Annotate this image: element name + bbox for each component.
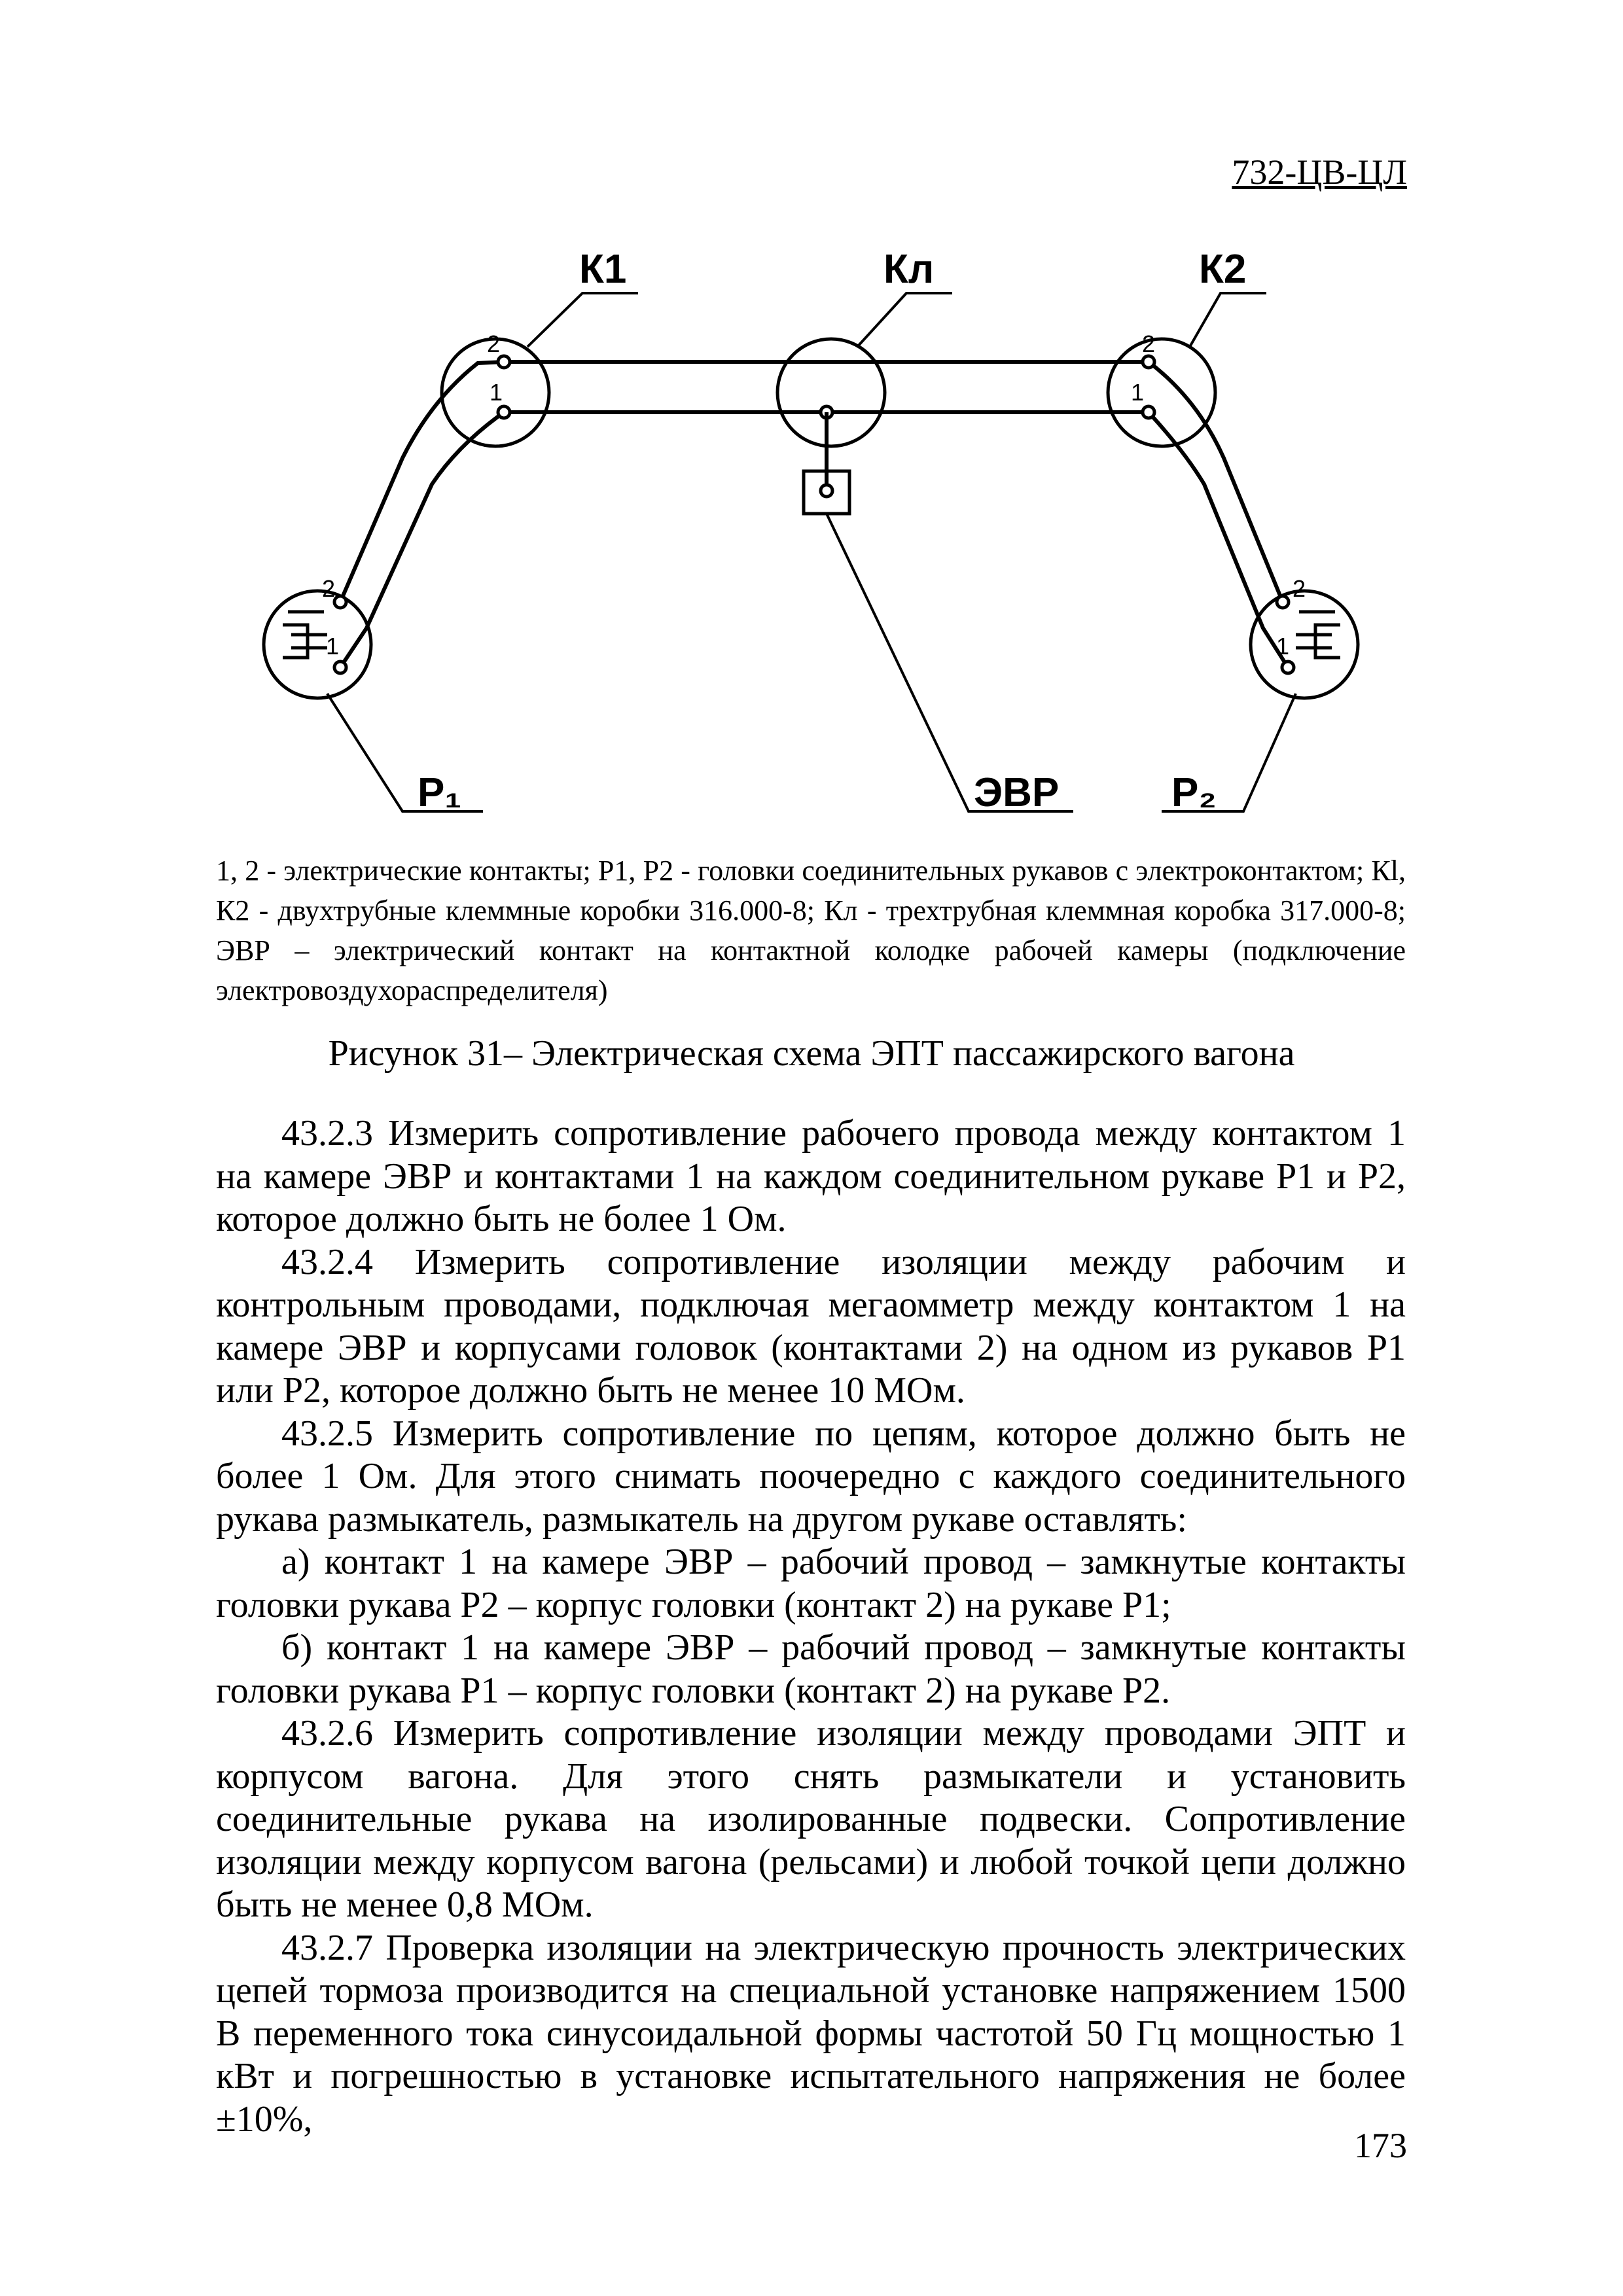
paragraph-43-2-4: 43.2.4 Измерить сопротивление изоляции между рабочим и контрольным проводами, подключая мегаомметр между контактом 1 на камере ЭВР и корпусами головок (контактами 2) на одном из рукавов Р1 или Р2, которое должно быть не менее 10 МОм. (216, 1241, 1406, 1411)
label-k2: К2 (1199, 247, 1247, 292)
k1-p1-wire-inner (340, 412, 504, 667)
k2-box-circle (1108, 339, 1215, 446)
label-p2: Р₂ (1171, 770, 1217, 815)
page-number: 173 (1354, 2126, 1407, 2165)
p1-pin-1: 1 (326, 633, 340, 660)
body-text (216, 1112, 1406, 2141)
evr-leader (827, 514, 1073, 811)
k1-p1-wire-outer (340, 362, 504, 602)
paragraph-43-2-7: 43.2.7 Проверка изоляции на электрическую прочность электрических цепей тормоза производится на специальной установке напряжением 1500 В переменного тока синусоидальной формы частотой 50 Гц мощностью 1 кВт и погрешностью в установке испытательного напряжения не более ±10%, (216, 1927, 1406, 2140)
p1-head-symbol (283, 612, 327, 658)
label-p1: Р₁ (418, 770, 461, 815)
p1-contact-1 (334, 662, 346, 673)
evr-contact (821, 485, 832, 497)
paragraph-item-a: а) контакт 1 на камере ЭВР – рабочий провод – замкнутые контакты головки рукава Р2 – корпус головки (контакт 2) на рукаве Р1; (216, 1542, 1406, 1625)
k1-contact-2 (498, 356, 510, 368)
k2-contact-2 (1143, 356, 1154, 368)
paragraph-43-2-3: 43.2.3 Измерить сопротивление рабочего провода между контактом 1 на камере ЭВР и контактами 1 на каждом соединительном рукаве Р1 и Р2, которое должно быть не более 1 Ом. (216, 1113, 1406, 1239)
figure-legend: 1, 2 - электрические контакты; Р1, Р2 - головки соединительных рукавов с электроконтактом; Кl, К2 - двухтрубные клеммные коробки 316.000-8; Кл - трехтрубная клеммная коробка 317.000-8; ЭВР – электрический контакт на контактной колодке рабочей камеры (подключение электровоздухораспределителя) (216, 855, 1406, 1006)
k2-contact-1 (1143, 406, 1154, 418)
paragraph-43-2-6: 43.2.6 Измерить сопротивление изоляции между проводами ЭПТ и корпусом вагона. Для этого снять размыкатели и установить соединительные рукава на изолированные подвески. Сопротивление изоляции между корпусом вагона (рельсами) и любой точкой цепи должно быть не менее 0,8 МОм. (216, 1713, 1406, 1925)
k2-pin-1: 1 (1131, 379, 1145, 406)
k2-pin-2: 2 (1142, 330, 1156, 357)
label-kl: Кл (883, 247, 935, 292)
k1-pin-2: 2 (487, 330, 501, 357)
label-k1: К1 (579, 247, 627, 292)
kl-box-circle (777, 339, 885, 446)
k1-leader (527, 293, 638, 347)
paragraph-43-2-5: 43.2.5 Измерить сопротивление по цепям, которое должно быть не более 1 Ом. Для этого снимать поочередно с каждого соединительного рукава размыкатель, размыкатель на другом рукаве оставлять: (216, 1413, 1406, 1540)
paragraph-item-b: б) контакт 1 на камере ЭВР – рабочий провод – замкнутые контакты головки рукава Р1 – корпус головки (контакт 2) на рукаве Р2. (216, 1627, 1406, 1711)
label-evr: ЭВР (974, 770, 1060, 815)
p1-pin-2: 2 (322, 575, 336, 602)
p2-head-circle (1251, 591, 1358, 698)
figure-title: Рисунок 31– Электрическая схема ЭПТ пассажирского вагона (328, 1033, 1295, 1074)
p2-head-symbol (1296, 612, 1340, 658)
p2-pin-1: 1 (1276, 633, 1290, 660)
k2-leader (1190, 293, 1266, 347)
kl-leader (857, 293, 952, 347)
k1-pin-1: 1 (490, 379, 503, 406)
k1-contact-1 (498, 406, 510, 418)
electrical-scheme-diagram (0, 0, 1623, 844)
document-code: 732-ЦВ-ЦЛ (1232, 152, 1407, 192)
p2-pin-2: 2 (1293, 575, 1306, 602)
p2-contact-2 (1277, 596, 1289, 608)
p2-contact-1 (1282, 662, 1294, 673)
p1-contact-2 (334, 596, 346, 608)
